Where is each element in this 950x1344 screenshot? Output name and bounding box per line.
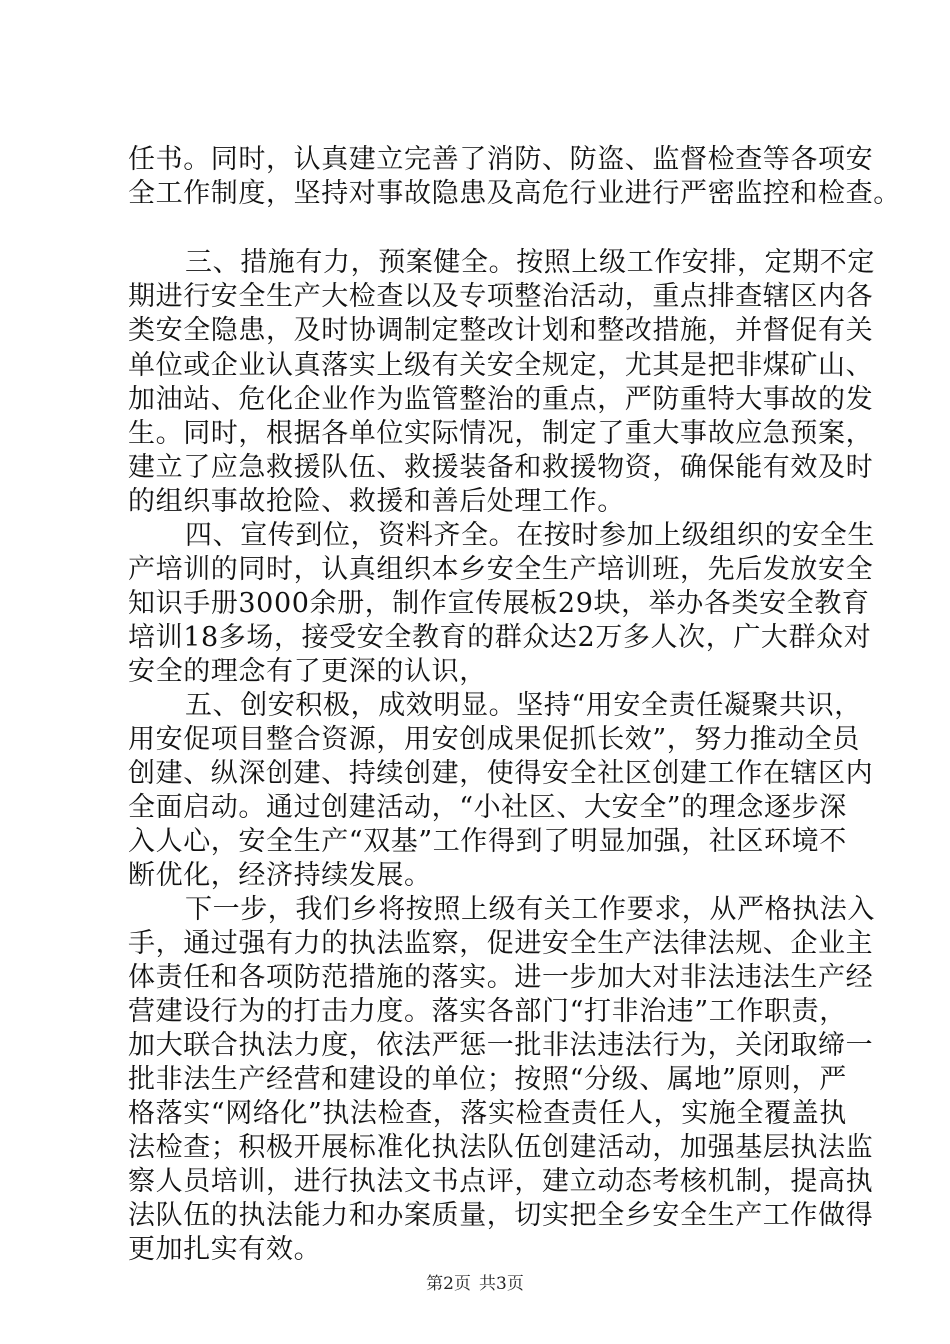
text-line: 类安全隐患，及时协调制定整改计划和整改措施，并督促有关 (128, 315, 874, 346)
text-line: 知识手册3000余册，制作宣传展板29块，举办各类安全教育 (128, 588, 870, 619)
text-line: 任书。同时，认真建立完善了消防、防盗、监督检查等各项安 (128, 144, 874, 175)
text-line: 格落实“网络化”执法检查，落实检查责任人，实施全覆盖执 (128, 1098, 847, 1129)
text-line: 创建、纵深创建、持续创建，使得安全社区创建工作在辖区内 (128, 758, 874, 789)
text-line: 体责任和各项防范措施的落实。进一步加大对非法违法生产经 (128, 962, 874, 993)
text-line: 全工作制度，坚持对事故隐患及高危行业进行严密监控和检查。 (128, 178, 901, 209)
page-number: 第2页 (426, 1274, 471, 1294)
text-line: 法检查；积极开展标准化执法队伍创建活动，加强基层执法监 (128, 1132, 874, 1163)
text-line: 的组织事故抢险、救援和善后处理工作。 (128, 486, 625, 517)
text-line: 生。同时，根据各单位实际情况，制定了重大事故应急预案， (128, 418, 874, 449)
page-footer (0, 1273, 950, 1295)
text-line: 用安促项目整合资源，用安创成果促抓长效”，努力推动全员 (128, 724, 861, 755)
text-line: 加大联合执法力度，依法严惩一批非法违法行为，关闭取缔一 (128, 1030, 874, 1061)
text-line: 入人心，安全生产“双基”工作得到了明显加强，社区环境不 (128, 826, 847, 857)
page-total: 共3页 (479, 1274, 524, 1294)
text-line: 加油站、危化企业作为监管整治的重点，严防重特大事故的发 (128, 384, 874, 415)
text-line: 断优化，经济持续发展。 (128, 860, 432, 891)
text-line: 全面启动。通过创建活动，“小社区、大安全”的理念逐步深 (128, 792, 847, 823)
text-line: 五、创安积极，成效明显。坚持“用安全责任凝聚共识， (185, 690, 862, 721)
text-line: 三、措施有力，预案健全。按照上级工作安排，定期不定 (185, 247, 875, 278)
text-line: 期进行安全生产大检查以及专项整治活动，重点排查辖区内各 (128, 281, 874, 312)
text-line: 察人员培训，进行执法文书点评，建立动态考核机制，提高执 (128, 1166, 874, 1197)
text-line: 四、宣传到位，资料齐全。在按时参加上级组织的安全生 (185, 520, 875, 551)
text-line: 手，通过强有力的执法监察，促进安全生产法律法规、企业主 (128, 928, 874, 959)
text-line: 产培训的同时，认真组织本乡安全生产培训班，先后发放安全 (128, 554, 874, 585)
text-line: 批非法生产经营和建设的单位；按照“分级、属地”原则，严 (128, 1064, 847, 1095)
text-line: 单位或企业认真落实上级有关安全规定，尤其是把非煤矿山、 (128, 350, 874, 381)
text-line: 法队伍的执法能力和办案质量，切实把全乡安全生产工作做得 (128, 1200, 874, 1231)
text-line: 营建设行为的打击力度。落实各部门“打非治违”工作职责， (128, 996, 847, 1027)
text-line: 下一步，我们乡将按照上级有关工作要求，从严格执法入 (185, 894, 875, 925)
text-line: 更加扎实有效。 (128, 1234, 322, 1265)
text-line: 安全的理念有了更深的认识， (128, 656, 487, 687)
text-line: 培训18多场，接受安全教育的群众达2万多人次，广大群众对 (128, 622, 872, 653)
text-line: 建立了应急救援队伍、救援装备和救援物资，确保能有效及时 (128, 452, 874, 483)
